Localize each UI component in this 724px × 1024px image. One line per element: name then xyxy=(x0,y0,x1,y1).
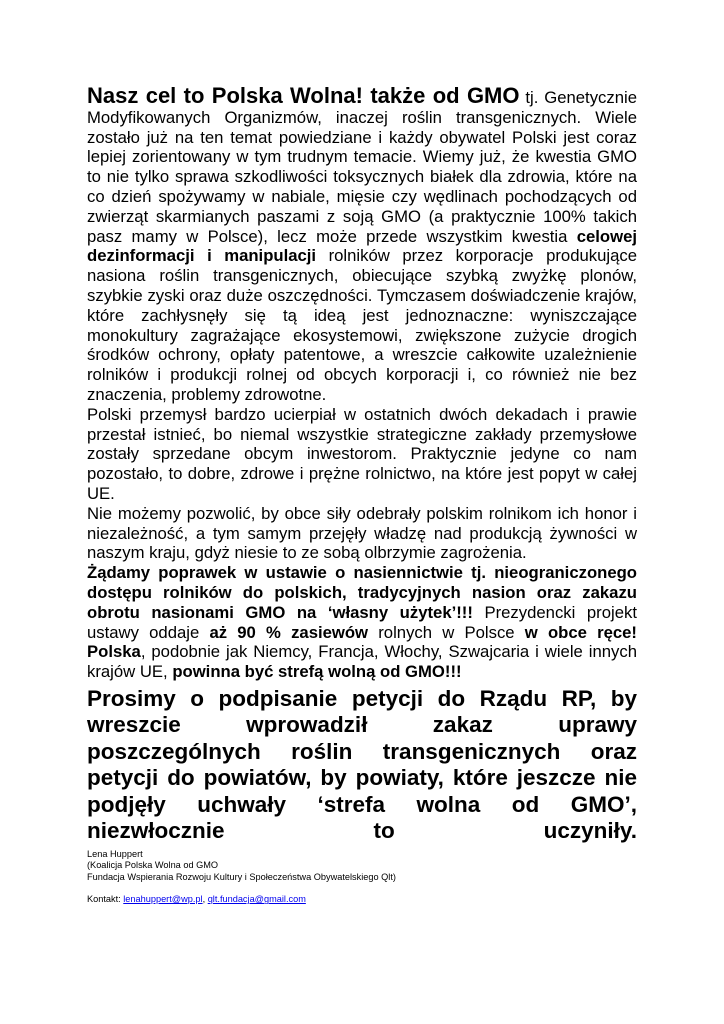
author-name: Lena Huppert xyxy=(87,849,143,859)
contact-label: Kontakt: xyxy=(87,894,124,905)
demand-text-3: , podobnie jak Niemcy, Francja, Włochy, Szwajcaria i wiele innych krajów UE, xyxy=(87,642,637,682)
demand-text-1: Prezydencki projekt ustawy oddaje xyxy=(87,602,637,642)
organization-line-2: Fundacja Wspierania Rozwoju Kultury i Społeczeństwa Obywatelskiego Qlt) xyxy=(87,871,396,882)
sovereignty-paragraph: Nie możemy pozwolić, by obce siły odebrały polskim rolnikom ich honor i niezależność, a tym samym przejęły władzę nad produkcją żywności w naszym kraju, gdyż niesie to ze sobą olbrzymie zagrożenia. xyxy=(87,503,637,563)
document-body xyxy=(87,83,637,845)
organization-line-1: (Koalicja Polska Wolna od GMO xyxy=(87,860,219,871)
petition-appeal: Prosimy o podpisanie petycji do Rządu RP, by wreszcie wprowadził zakaz uprawy poszczególnych roślin transgenicznych oraz petycji do powiatów, by powiaty, które jeszcze nie podjęły uchwały ‘strefa wolna od GMO’, niezwłocznie to uczyniły. xyxy=(87,685,637,844)
demand-emphasis-2: w obce ręce! Polska xyxy=(87,622,637,662)
demand-statement: Żądamy poprawek w ustawie o nasiennictwie tj. nieograniczonego dostępu rolników do polskich, tradycyjnych nasion oraz zakazu obrotu nasionami GMO na ‘własny użytek’!!! xyxy=(87,563,637,622)
contact-separator: , xyxy=(202,894,208,905)
intro-text-2: rolników przez korporacje produkujące nasiona roślin transgenicznych, obiecujące szybką zwyżkę plonów, szybkie zyski oraz duże oszczędności. Tymczasem doświadczenie krajów, które zachłysnęły się tą ideą jest jednoznaczne: wyniszczające monokultury zagrażające ekosystemowi, zwiększone zużycie drogich środków ochrony, opłaty patentowe, a wreszcie całkowite uzależnienie rolników i produkcji rolnej od obcych korporacji i, co również nie bez znaczenia, problemy zdrowotne. xyxy=(87,246,637,404)
document-title: Nasz cel to Polska Wolna! także od GMO xyxy=(87,83,520,108)
demand-text-2: rolnych w Polsce xyxy=(368,622,525,642)
email-link-2[interactable]: qlt.fundacja@gmail.com xyxy=(207,894,306,905)
demand-emphasis-1: aż 90 % zasiewów xyxy=(209,622,369,642)
intro-text-1: tj. Genetycznie Modyfikowanych Organizmów, inaczej roślin transgenicznych. Wiele zostało już na ten temat powiedziane i każdy obywatel Polski jest coraz lepiej zorientowany w tym trudnym temacie. Wiemy już, że kwestia GMO to nie tylko sprawa szkodliwości toksycznych białek dla zdrowia, które na co dzień spożywamy w nabiale, mięsie czy wędlinach pochodzących od zwierząt skarmianych paszami z soją GMO (a praktycznie 100% takich pasz mamy w Polsce), lecz może przede wszystkim kwestia xyxy=(87,88,637,246)
footer xyxy=(87,849,647,906)
main-text xyxy=(87,83,637,682)
contact-line xyxy=(87,894,647,905)
intro-paragraph xyxy=(87,83,637,405)
industry-paragraph: Polski przemysł bardzo ucierpiał w ostatnich dwóch dekadach i prawie przestał istnieć, bo niemal wszystkie strategiczne zakłady przemysłowe zostały sprzedane obcym inwestorom. Praktycznie jedyne co nam pozostało, to dobre, zdrowe i prężne rolnictwo, na które jest popyt w całej UE. xyxy=(87,404,637,503)
intro-emphasis: celowej dezinformacji i manipulacji xyxy=(87,226,637,266)
demand-emphasis-3: powinna być strefą wolną od GMO!!! xyxy=(172,662,462,682)
demands-paragraph xyxy=(87,563,637,682)
email-link-1[interactable]: lenahuppert@wp.pl xyxy=(123,894,203,905)
